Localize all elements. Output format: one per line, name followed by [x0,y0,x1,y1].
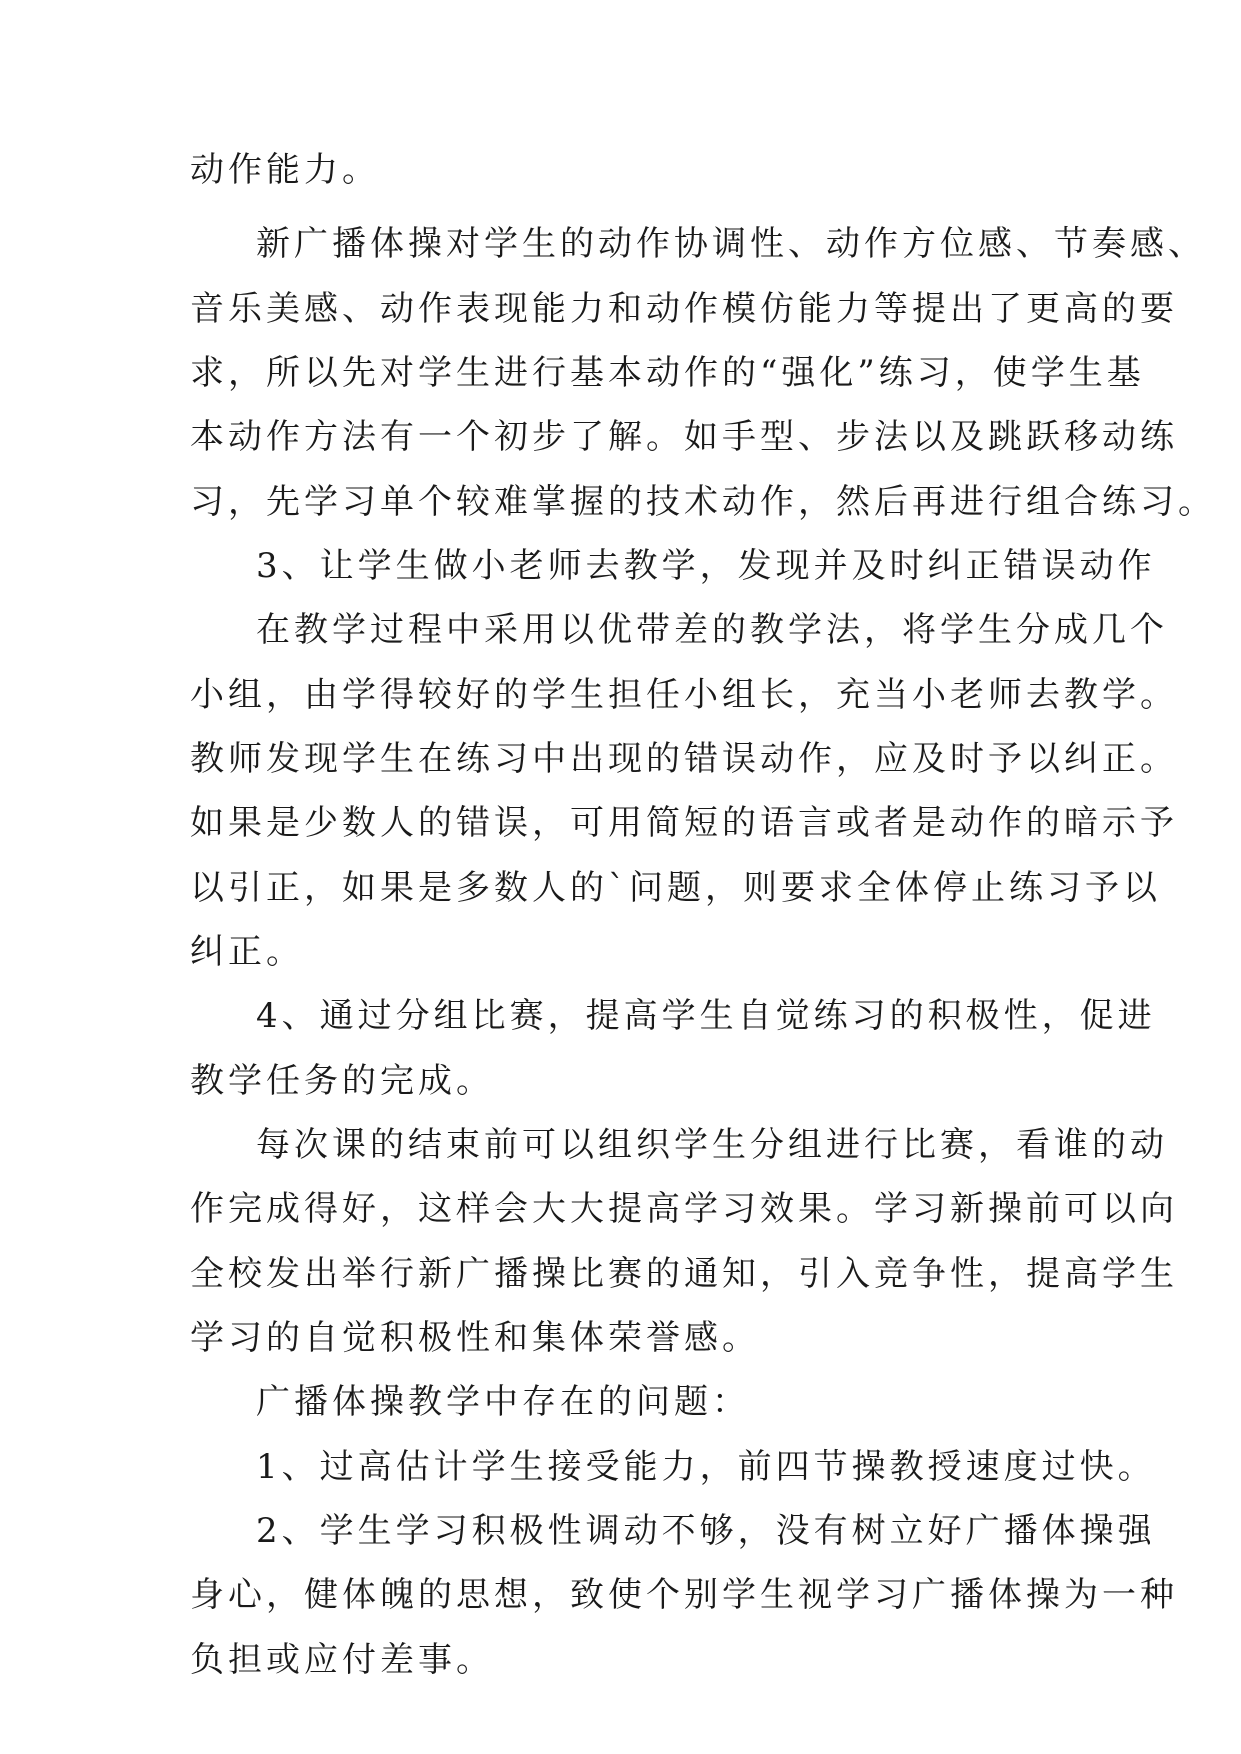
text-line: 教师发现学生在练习中出现的错误动作，应及时予以纠正。 [190,739,1178,779]
section-heading-3: 3、让学生做小老师去教学，发现并及时纠正错误动作 [256,546,1156,586]
text-line: 作完成得好，这样会大大提高学习效果。学习新操前可以向 [190,1189,1178,1229]
paragraph-start-line: 在教学过程中采用以优带差的教学法，将学生分成几个 [256,610,1168,650]
section-heading-4: 4、通过分组比赛，提高学生自觉练习的积极性，促进 [256,996,1156,1036]
text-line: 小组，由学得较好的学生担任小组长，充当小老师去教学。 [190,675,1178,715]
text-line: 求，所以先对学生进行基本动作的“强化”练习，使学生基 [190,353,1145,393]
text-line: 如果是少数人的错误，可用简短的语言或者是动作的暗示予 [190,803,1178,843]
text-line: 身心，健体魄的思想，致使个别学生视学习广播体操为一种 [190,1575,1178,1615]
text-line: 习，先学习单个较难掌握的技术动作，然后再进行组合练习。 [190,482,1216,522]
text-line: 纠正。 [190,932,304,972]
problem-item-2: 2、学生学习积极性调动不够，没有树立好广播体操强 [256,1511,1156,1551]
text-line: 教学任务的完成。 [190,1061,494,1101]
text-line: 音乐美感、动作表现能力和动作模仿能力等提出了更高的要 [190,289,1178,329]
paragraph-start-line: 每次课的结束前可以组织学生分组进行比赛，看谁的动 [256,1125,1168,1165]
problems-heading: 广播体操教学中存在的问题： [256,1382,750,1422]
problem-item-1: 1、过高估计学生接受能力，前四节操教授速度过快。 [256,1447,1156,1487]
text-line: 动作能力。 [190,150,380,190]
text-line: 以引正，如果是多数人的`问题，则要求全体停止练习予以 [190,868,1161,908]
text-line: 本动作方法有一个初步了解。如手型、步法以及跳跃移动练 [190,417,1178,457]
text-line: 负担或应付差事。 [190,1640,494,1680]
text-line: 全校发出举行新广播操比赛的通知，引入竞争性，提高学生 [190,1254,1178,1294]
text-line: 学习的自觉积极性和集体荣誉感。 [190,1318,760,1358]
paragraph-start-line: 新广播体操对学生的动作协调性、动作方位感、节奏感、 [256,224,1206,264]
